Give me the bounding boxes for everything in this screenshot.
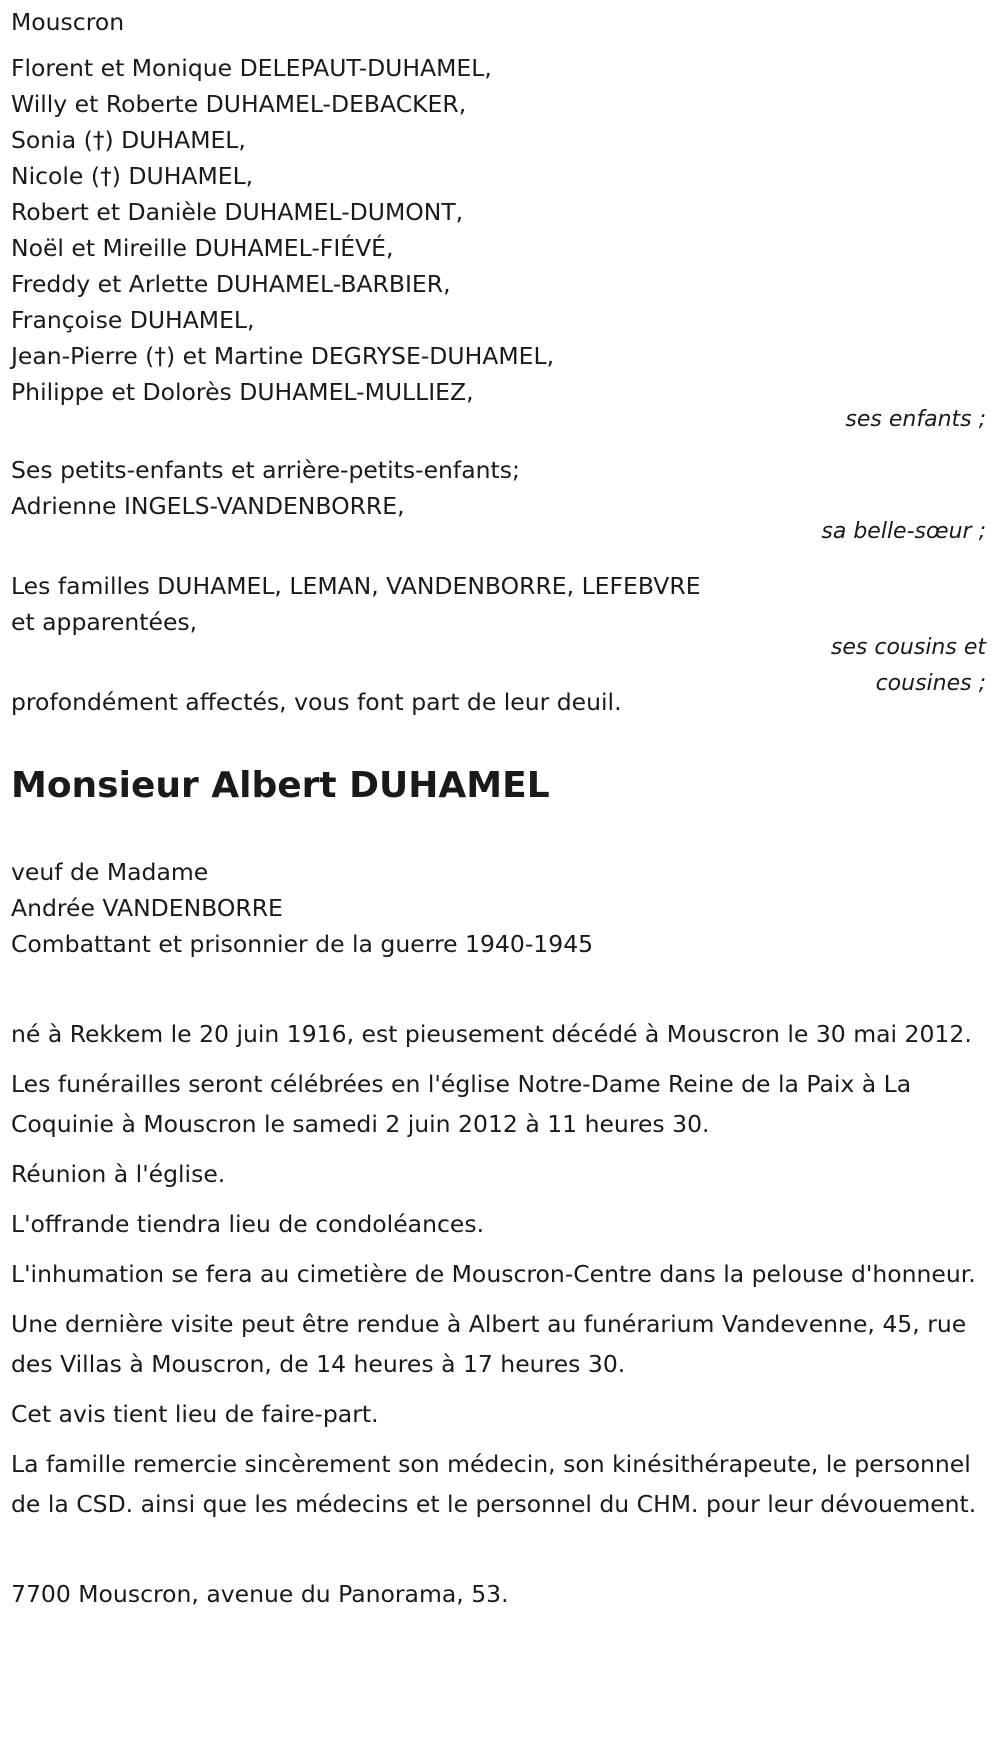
deceased-name: Monsieur Albert DUHAMEL: [11, 765, 550, 806]
cousins-relation-2: cousines ;: [875, 671, 986, 696]
visit-paragraph: Une dernière visite peut être rendue à Albert au funérarium Vandevenne, 45, rue des Villas à Mouscron, de 14 heures à 17 heures 30.: [11, 1310, 967, 1378]
grandchildren-line: Ses petits-enfants et arrière-petits-enfants;: [11, 456, 520, 484]
children-list: [11, 48, 986, 412]
widow-line: veuf de Madame: [11, 858, 209, 886]
child-line: Willy et Roberte DUHAMEL-DEBACKER,: [11, 90, 467, 118]
burial-paragraph: L'inhumation se fera au cimetière de Mouscron-Centre dans la pelouse d'honneur.: [11, 1260, 976, 1288]
thanks-paragraph: La famille remercie sincèrement son médecin, son kinésithérapeute, le personnel de la CSD. ainsi que les médecins et le personnel du CHM. pour leur dévouement.: [11, 1450, 977, 1518]
child-line: Philippe et Dolorès DUHAMEL-MULLIEZ,: [11, 378, 474, 406]
sister-in-law-line: Adrienne INGELS-VANDENBORRE,: [11, 492, 405, 520]
child-line: Sonia (†) DUHAMEL,: [11, 126, 246, 154]
meeting-paragraph: Réunion à l'église.: [11, 1160, 226, 1188]
child-line: Robert et Danièle DUHAMEL-DUMONT,: [11, 198, 464, 226]
closing-line: profondément affectés, vous font part de leur deuil.: [11, 688, 622, 716]
child-line: Noël et Mireille DUHAMEL-FIÉVÉ,: [11, 234, 394, 262]
child-line: Nicole (†) DUHAMEL,: [11, 162, 254, 190]
obituary-notice: [11, 0, 986, 1614]
children-relation: ses enfants ;: [845, 407, 986, 432]
child-line: Jean-Pierre (†) et Martine DEGRYSE-DUHAMEL,: [11, 342, 555, 370]
address-line: 7700 Mouscron, avenue du Panorama, 53.: [11, 1580, 509, 1608]
child-line: Françoise DUHAMEL,: [11, 306, 255, 334]
notice-paragraph: Cet avis tient lieu de faire-part.: [11, 1400, 379, 1428]
deceased-title: Combattant et prisonnier de la guerre 1940-1945: [11, 930, 594, 958]
offering-paragraph: L'offrande tiendra lieu de condoléances.: [11, 1210, 485, 1238]
birth-death-paragraph: né à Rekkem le 20 juin 1916, est pieusement décédé à Mouscron le 30 mai 2012.: [11, 1020, 972, 1048]
families-line-2: et apparentées,: [11, 608, 198, 636]
families-line: Les familles DUHAMEL, LEMAN, VANDENBORRE, LEFEBVRE: [11, 572, 701, 600]
city-heading: Mouscron: [11, 8, 125, 36]
child-line: Freddy et Arlette DUHAMEL-BARBIER,: [11, 270, 451, 298]
spouse-name: Andrée VANDENBORRE: [11, 894, 283, 922]
cousins-relation: ses cousins et: [830, 635, 986, 660]
child-line: Florent et Monique DELEPAUT-DUHAMEL,: [11, 54, 492, 82]
funeral-paragraph: Les funérailles seront célébrées en l'église Notre-Dame Reine de la Paix à La Coquinie à Mouscron le samedi 2 juin 2012 à 11 heures 30.: [11, 1070, 912, 1138]
sister-in-law-relation: sa belle-sœur ;: [821, 519, 986, 544]
